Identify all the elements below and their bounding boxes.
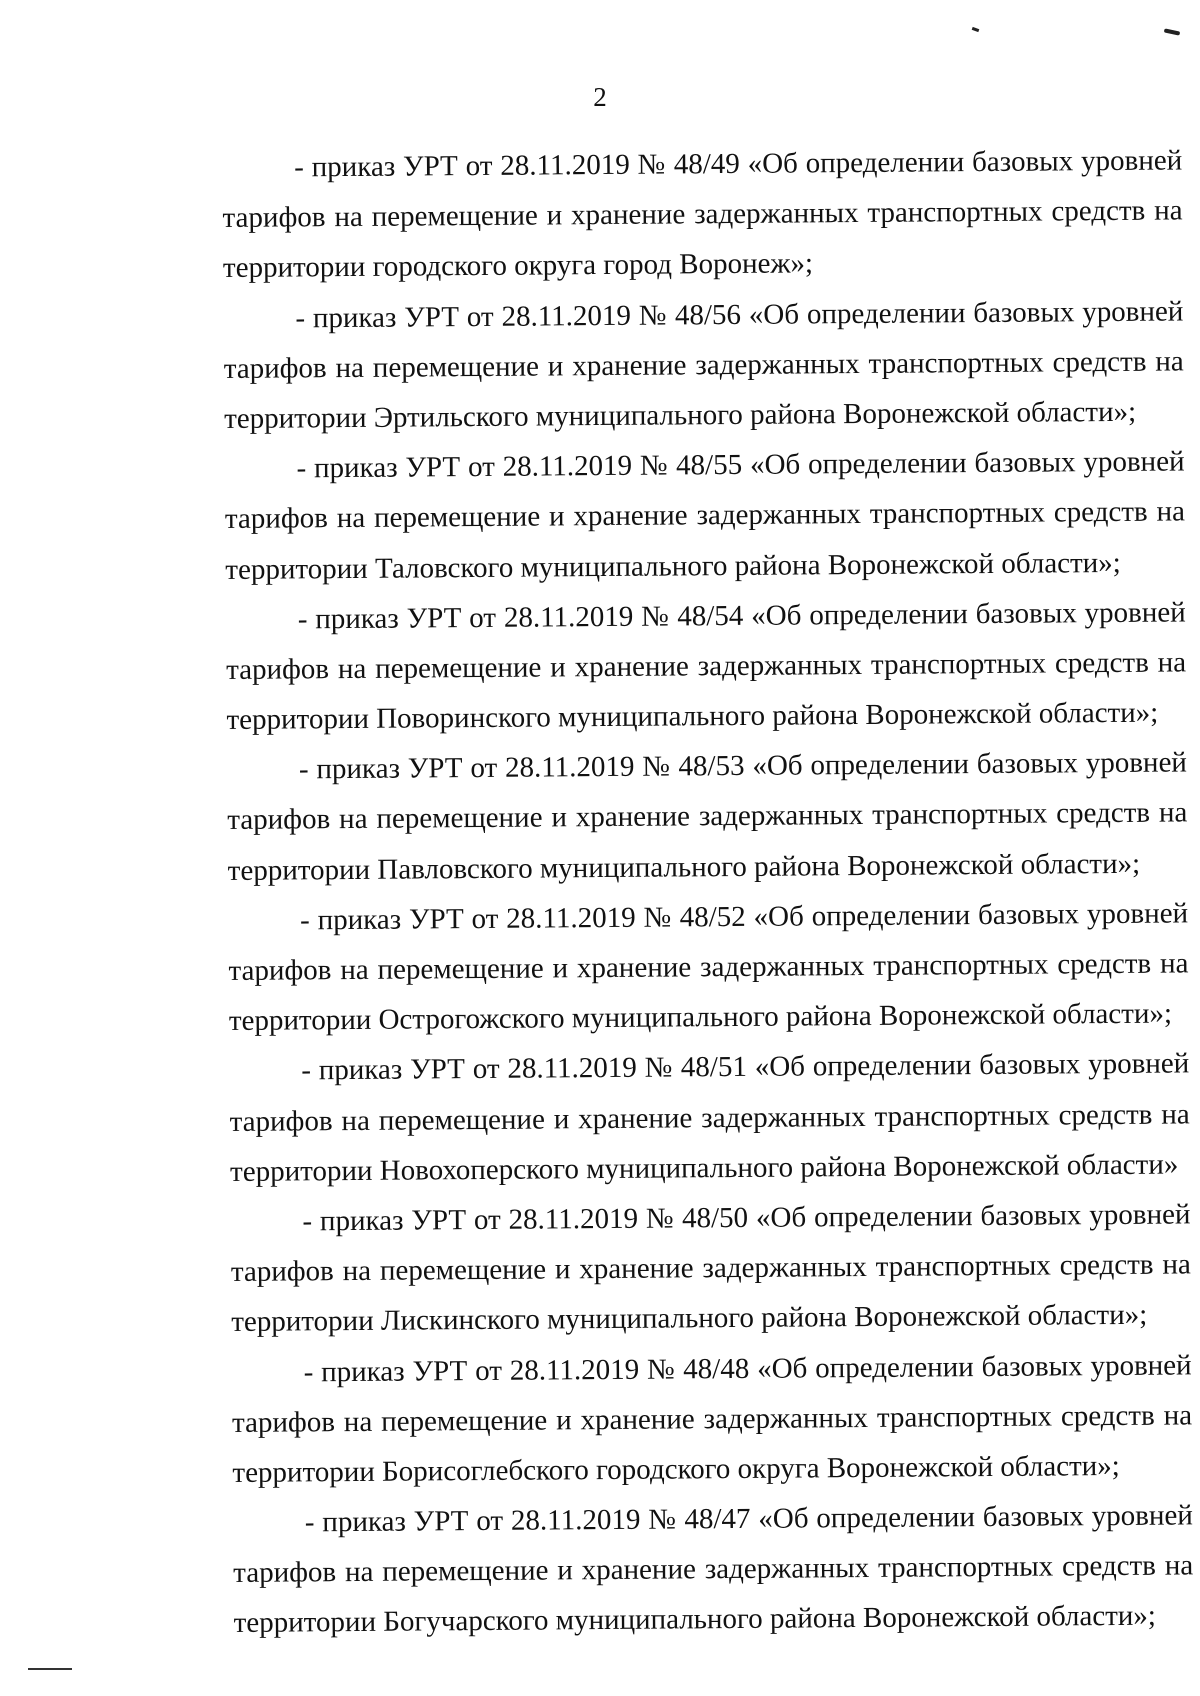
text-line: - приказ УРТ от 28.11.2019 № 48/52 «Об определении базовых уровней [299,897,1189,937]
order-list-item [226,587,1187,745]
text-line: - приказ УРТ от 28.11.2019 № 48/48 «Об определении базовых уровней [303,1348,1192,1388]
order-list-item [224,437,1185,595]
text-line: - приказ УРТ от 28.11.2019 № 48/55 «Об определении базовых уровней [296,445,1185,485]
text-line: территории Павловского муниципального района Воронежской области»; [227,847,1141,887]
text-line: территории городского округа город Воронеж»; [222,247,814,285]
order-list-item [227,738,1188,896]
order-list-item [231,1340,1192,1498]
text-line: тарифов на перемещение и хранение задержанных транспортных средств на [226,646,1187,686]
scan-artifact-mark [972,27,980,32]
text-line: территории Богучарского муниципального района Воронежской области»; [233,1600,1157,1640]
text-line: территории Лискинского муниципального района Воронежской области»; [231,1299,1148,1339]
scan-artifact-line [28,1668,72,1670]
page-number: 2 [593,82,607,112]
text-line: - приказ УРТ от 28.11.2019 № 48/56 «Об определении базовых уровней [295,295,1184,334]
text-line: - приказ УРТ от 28.11.2019 № 48/53 «Об определении базовых уровней [298,746,1188,786]
text-line: тарифов на перемещение и хранение задержанных транспортных средств на [228,947,1189,987]
text-line: - приказ УРТ от 28.11.2019 № 48/51 «Об определении базовых уровней [301,1047,1190,1087]
scan-artifact-mark [1164,28,1180,35]
text-line: тарифов на перемещение и хранение задержанных транспортных средств на [222,194,1183,235]
text-line: тарифов на перемещение и хранение задержанных транспортных средств на [233,1549,1194,1590]
text-line: - приказ УРТ от 28.11.2019 № 48/49 «Об определении базовых уровней [294,144,1183,184]
order-list-item [222,135,1183,293]
text-line: территории Таловского муниципального района Воронежской области»; [225,546,1121,586]
text-line: тарифов на перемещение и хранение задержанных транспортных средств на [227,796,1188,837]
text-line: территории Новохоперского муниципального района Воронежской области» [229,1148,1179,1188]
document-body [222,135,1194,1648]
order-list-item [233,1490,1194,1648]
text-line: тарифов на перемещение и хранение задержанных транспортных средств на [229,1097,1190,1138]
text-line: территории Эртильского муниципального района Воронежской области»; [224,395,1137,435]
order-list-item [229,1039,1190,1197]
order-list-item [228,888,1189,1046]
text-line: территории Острогожского муниципального района Воронежской области»; [228,997,1173,1038]
text-line: тарифов на перемещение и хранение задержанных транспортных средств на [231,1399,1193,1439]
order-list-item [230,1189,1191,1347]
text-line: территории Поворинского муниципального района Воронежской области»; [226,696,1159,737]
text-line: - приказ УРТ от 28.11.2019 № 48/50 «Об определении базовых уровней [302,1198,1191,1238]
text-line: тарифов на перемещение и хранение задержанных транспортных средств на [224,495,1186,536]
text-line: тарифов на перемещение и хранение задержанных транспортных средств на [230,1248,1191,1289]
text-line: - приказ УРТ от 28.11.2019 № 48/47 «Об определении базовых уровней [304,1499,1193,1539]
order-list-item [223,286,1184,444]
text-line: территории Борисоглебского городского округа Воронежской области»; [232,1449,1120,1489]
text-line: - приказ УРТ от 28.11.2019 № 48/54 «Об определении базовых уровней [297,596,1186,636]
text-line: тарифов на перемещение и хранение задержанных транспортных средств на [223,345,1184,385]
